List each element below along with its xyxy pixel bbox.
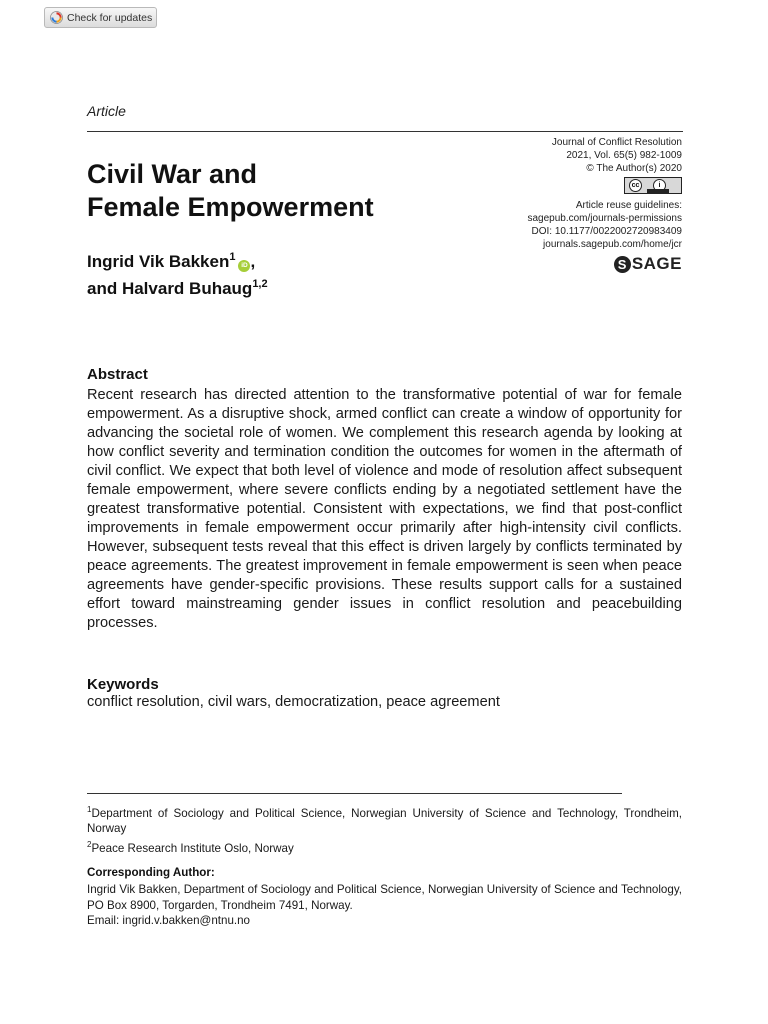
journal-name: Journal of Conflict Resolution xyxy=(551,137,682,148)
cc-icon: cc xyxy=(629,179,642,192)
author-name: Ingrid Vik Bakken xyxy=(87,252,230,271)
article-type-label: Article xyxy=(87,103,126,119)
affiliation-sup: 1 xyxy=(87,805,92,814)
doi-link[interactable]: DOI: 10.1177/0022002720983409 xyxy=(531,226,682,237)
author-name: Halvard Buhaug xyxy=(121,279,253,298)
sage-s-icon: S xyxy=(614,256,631,273)
author-affiliation-sup: 1,2 xyxy=(252,278,268,290)
corresponding-email[interactable]: Email: ingrid.v.bakken@ntnu.no xyxy=(87,914,251,927)
affiliation-text: Department of Sociology and Political Science, Norwegian University of Science and Technology, Trondheim, Norway xyxy=(87,806,682,836)
author-affiliation-sup: 1 xyxy=(229,251,236,263)
author-list xyxy=(87,246,268,300)
orcid-icon[interactable]: iD xyxy=(238,260,250,272)
cc-by-bar xyxy=(647,189,669,193)
affiliation-item xyxy=(87,837,682,856)
reuse-link[interactable]: sagepub.com/journals-permissions xyxy=(527,213,682,224)
title-line-2: Female Empowerment xyxy=(87,192,374,222)
reuse-label: Article reuse guidelines: xyxy=(575,200,682,211)
journal-volume: 2021, Vol. 65(5) 982-1009 xyxy=(566,150,682,161)
affiliations xyxy=(87,802,682,856)
sage-logo xyxy=(614,254,682,274)
abstract-heading: Abstract xyxy=(87,366,148,383)
journal-home-link[interactable]: journals.sagepub.com/home/jcr xyxy=(543,239,682,250)
header-rule xyxy=(87,131,683,132)
footnote-rule xyxy=(87,793,622,794)
attribution-icon: i xyxy=(653,179,666,192)
paper-title xyxy=(87,158,467,224)
affiliation-sup: 2 xyxy=(87,839,92,849)
keywords-text: conflict resolution, civil wars, democratization, peace agreement xyxy=(87,694,500,710)
keywords-heading: Keywords xyxy=(87,676,159,693)
sage-logo-text: SAGE xyxy=(631,254,682,273)
affiliation-item xyxy=(87,802,682,837)
affiliation-text: Peace Research Institute Oslo, Norway xyxy=(91,841,294,855)
refresh-icon xyxy=(50,11,63,24)
abstract-text: Recent research has directed attention to the transformative potential of war for female empowerment. As a disruptive shock, armed conflict can create a window of opportunity for advancing the societal role of women. We complement this research agenda by looking at how conflict severity and termination condition the outcomes for women in the aftermath of civil conflict. We expect that both level of violence and mode of resolution affect subsequent female empowerment, where severe conflicts ending by a negotiated settlement have the greatest transformative potential. Consistent with expectations, we find that post-conflict improvements in female empowerment occur primarily after high-intensity civil conflicts. However, subsequent tests reveal that this effect is driven largely by conflicts terminated by peace agreements. The greatest improvement in female empowerment is seen when peace agreements have gender-specific provisions. These results support calls for a sustained effort toward mainstreaming gender issues in conflict resolution and peacebuilding processes. xyxy=(87,387,682,631)
corresponding-author-details xyxy=(87,882,682,929)
journal-copyright: © The Author(s) 2020 xyxy=(586,163,682,174)
check-for-updates-button[interactable] xyxy=(44,7,157,28)
corresponding-address: Ingrid Vik Bakken, Department of Sociology and Political Science, Norwegian University of Science and Technology, PO Box 8900, Torgarden, Trondheim 7491, Norway. xyxy=(87,883,682,912)
cc-by-icon[interactable] xyxy=(624,177,682,194)
title-line-1: Civil War and xyxy=(87,159,258,189)
check-for-updates-label: Check for updates xyxy=(67,11,153,24)
author-conjunction: and xyxy=(87,279,122,298)
corresponding-author-heading: Corresponding Author: xyxy=(87,866,215,879)
author-separator: , xyxy=(250,252,256,271)
